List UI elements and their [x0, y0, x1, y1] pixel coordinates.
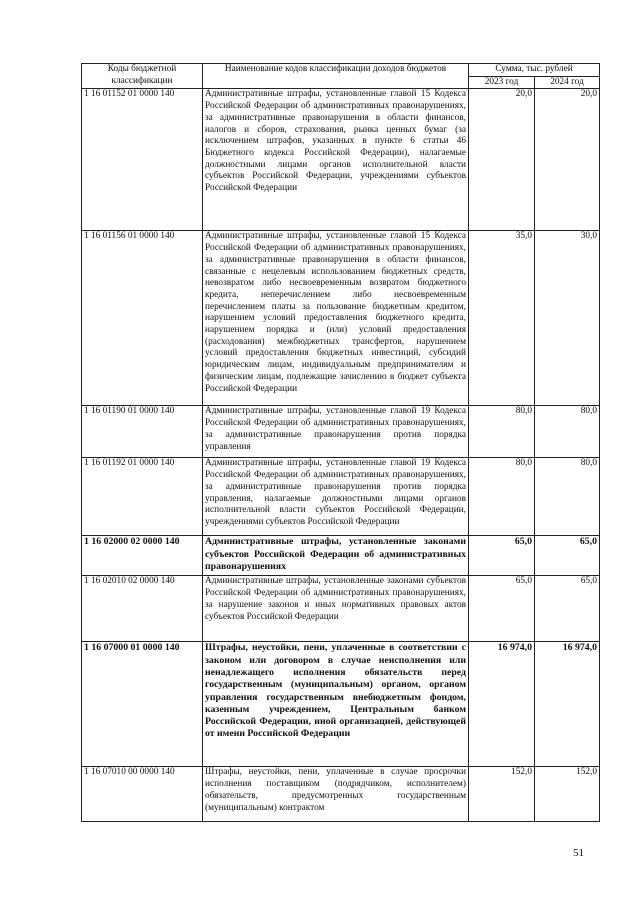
row-value-2024: 80,0	[535, 406, 600, 458]
table-row	[82, 536, 600, 576]
row-value-2024: 152,0	[535, 767, 600, 822]
row-name: Штрафы, неустойки, пени, уплаченные в соответствии с законом или договором в случае неисполнения или ненадлежащего исполнения обязательств перед государственным (муниципальным) органом, органом управления государственным внебюджетным фондом, казенным учреждением, Центральным банком Российской Федерации, иной организацией, действующей от имени Российской Федерации	[203, 642, 469, 767]
row-value-2023: 152,0	[469, 767, 535, 822]
row-name: Штрафы, неустойки, пени, уплаченные в случае просрочки исполнения поставщиком (подрядчиком, исполнителем) обязательств, предусмотренных государственным (муниципальным) контрактом	[203, 767, 469, 822]
row-value-2024: 65,0	[535, 536, 600, 576]
row-code: 1 16 02000 02 0000 140	[82, 536, 203, 576]
row-code: 1 16 01152 01 0000 140	[82, 89, 203, 231]
row-name: Административные штрафы, установленные законами субъектов Российской Федерации об административных правонарушениях	[203, 536, 469, 576]
row-value-2023: 65,0	[469, 536, 535, 576]
header-year-2023: 2023 год	[469, 76, 535, 89]
row-value-2024: 20,0	[535, 89, 600, 231]
row-code: 1 16 07010 00 0000 140	[82, 767, 203, 822]
row-name: Административные штрафы, установленные законами субъектов Российской Федерации об административных правонарушениях, за нарушение законов и иных нормативных правовых актов субъектов Российской Федерации	[203, 576, 469, 642]
row-value-2023: 65,0	[469, 576, 535, 642]
row-value-2024: 16 974,0	[535, 642, 600, 767]
table-header-row	[82, 64, 600, 77]
row-name: Административные штрафы, установленные главой 19 Кодекса Российской Федерации об административных правонарушениях, за административные правонарушения против порядка управления	[203, 406, 469, 458]
row-name: Административные штрафы, установленные главой 15 Кодекса Российской Федерации об административных правонарушениях, за административные правонарушения в области финансов, связанные с нецелевым использованием бюджетных средств, невозвратом либо несвоевременным возвратом бюджетного кредита, неперечислением либо несвоевременным перечислением платы за пользование бюджетным кредитом, нарушением условий предоставления бюджетного кредита, нарушением порядка и (или) условий предоставления (расходования) межбюджетных трансфертов, нарушением условий предоставления бюджетных инвестиций, субсидий юридическим лицам, индивидуальным предпринимателям и физическим лицам, подлежащие зачислению в бюджет субъекта Российской Федерации	[203, 231, 469, 406]
table-row	[82, 458, 600, 536]
budget-revenue-table	[81, 63, 600, 822]
row-code: 1 16 07000 01 0000 140	[82, 642, 203, 767]
table-row	[82, 767, 600, 822]
header-sum: Сумма, тыс. рублей	[469, 64, 600, 77]
row-value-2024: 30,0	[535, 231, 600, 406]
table-row	[82, 406, 600, 458]
row-name: Административные штрафы, установленные главой 15 Кодекса Российской Федерации об административных правонарушениях, за административные правонарушения в области финансов, налогов и сборов, страхования, рынка ценных бумаг (за исключением штрафов, указанных в пункте 6 статьи 46 Бюджетного кодекса Российской Федерации), налагаемые должностными лицами органов исполнительной власти субъектов Российской Федерации, учреждениями субъектов Российской Федерации	[203, 89, 469, 231]
row-code: 1 16 01190 01 0000 140	[82, 406, 203, 458]
row-value-2023: 80,0	[469, 406, 535, 458]
header-names: Наименование кодов классификации доходов бюджетов	[203, 64, 469, 89]
row-value-2023: 35,0	[469, 231, 535, 406]
table-row	[82, 231, 600, 406]
table-row	[82, 642, 600, 767]
page-number: 51	[573, 847, 584, 859]
header-codes: Коды бюджетной классификации	[82, 64, 203, 89]
row-code: 1 16 02010 02 0000 140	[82, 576, 203, 642]
header-year-2024: 2024 год	[535, 76, 600, 89]
row-name: Административные штрафы, установленные главой 19 Кодекса Российской Федерации об административных правонарушениях, за административные правонарушения против порядка управления, налагаемые должностными лицами органов исполнительной власти субъектов Российской Федерации, учреждениями субъектов Российской Федерации	[203, 458, 469, 536]
row-value-2024: 80,0	[535, 458, 600, 536]
row-value-2024: 65,0	[535, 576, 600, 642]
row-code: 1 16 01156 01 0000 140	[82, 231, 203, 406]
table-row	[82, 576, 600, 642]
row-code: 1 16 01192 01 0000 140	[82, 458, 203, 536]
row-value-2023: 20,0	[469, 89, 535, 231]
row-value-2023: 16 974,0	[469, 642, 535, 767]
row-value-2023: 80,0	[469, 458, 535, 536]
table-row	[82, 89, 600, 231]
